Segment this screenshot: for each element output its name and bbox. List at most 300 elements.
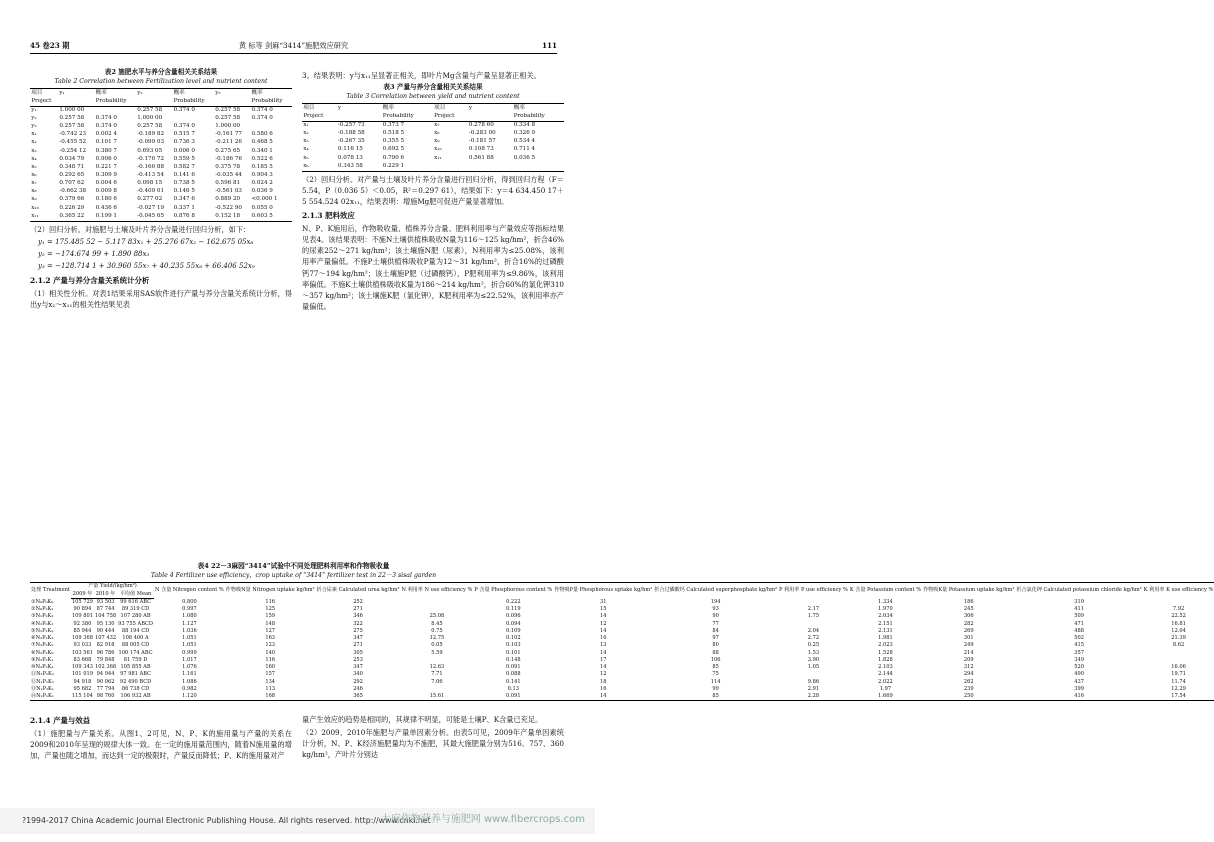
table4-cell: ⑬N₁P₂K₁: [31, 685, 54, 692]
table2-cell: 0.257 58: [137, 106, 163, 113]
yield-trend-paragraph: 量产生效应的趋势是相同的，其规律不明显，可能是土壤P、K含量已充足。: [302, 715, 543, 724]
t2-head: 概率: [172, 89, 214, 98]
table4-cell: 108 400 A: [122, 635, 149, 642]
table2-cell: 0.337 1: [173, 204, 195, 211]
table4-cell: 163: [265, 635, 276, 642]
table3-cell: 0.036 5: [513, 154, 536, 161]
table2-cell: 0.693 05: [137, 147, 163, 154]
table3-cell: x₉: [434, 138, 440, 145]
table4-cell: 2.91: [807, 685, 820, 692]
t2-head-en: [136, 97, 172, 106]
table2-cell: 0.374 0: [251, 106, 273, 113]
t2-head-en: [58, 97, 94, 106]
table4-cell: 246: [353, 685, 363, 692]
table2-cell: 0.180 6: [95, 196, 117, 203]
table-row: [302, 162, 564, 171]
table4-cell: ⑩N₂P₂K₃: [31, 664, 54, 671]
table4-cell: 0.096: [505, 613, 521, 620]
table2-cell: 0.348 71: [59, 163, 85, 170]
table4-cell: [778, 598, 849, 606]
t3-head-en: Probability: [382, 113, 433, 122]
table3-cell: x₂: [303, 130, 309, 137]
table4-cell: [401, 686, 474, 693]
table3-cell: [468, 162, 513, 171]
table2-cell: 0.374 0: [251, 114, 273, 121]
table4-cell: 306: [963, 613, 974, 620]
t2-head-en: Probability: [250, 97, 292, 106]
table2-cell: 0.006 0: [173, 147, 195, 154]
table4-cell: 0.102: [505, 635, 521, 642]
table3-cell: -0.181 57: [468, 138, 496, 145]
table4-cell: 17.54: [1143, 693, 1214, 701]
table4-cell: [401, 598, 474, 606]
table2-cell: y₃: [31, 123, 37, 130]
table2-cell: 0.375 78: [215, 163, 241, 170]
table2-cell: -0.170 72: [137, 155, 165, 162]
table2-cell: -0.522 90: [215, 204, 242, 211]
table-row: [30, 180, 292, 188]
table3-cell: x₆: [302, 162, 337, 171]
table4-cell: [778, 671, 849, 678]
table2-cell: 0.141 6: [173, 171, 195, 178]
table4-cell: 1.036: [182, 627, 197, 634]
table4-cell: 357: [1074, 649, 1084, 656]
table4-cell: 2.131: [878, 627, 893, 634]
table-row: [30, 671, 1214, 678]
table4-cell: 3.90: [807, 656, 820, 663]
table2-cell: 0.374 0: [95, 123, 117, 130]
t4-head: P 利用率 P use efficiency %: [778, 583, 849, 599]
fertilizer-effect-paragraph: N、P、K施用后，作物吸收量、植株养分含量、肥料利用率与产量效应等指标结果见表4。该结果表明：不施N土壤供植株吸收N量为116～125 kg/hm²，折合46%的尿素252～271 kg/hm²；该土壤施N肥（尿素），N利用率为≤25.08%，该利用率产量偏低。不施P土壤供植株吸收P量为12～31 kg/hm²，折合16%的过磷酸钙77～194 kg/hm²；该土壤施P肥（过磷酸钙），P肥利用率为≤9.86%，该利用率偏低。不施K土壤供植株吸收K量为186～214 kg/hm²，折合60%的氯化钾310～357 kg/hm²；该土壤施K肥（氯化钾），K肥利用率为≤22.52%，该利用率亦产量偏低。: [302, 223, 564, 312]
table-row: [30, 598, 1214, 606]
table2-cell: <0.000 1: [251, 196, 278, 203]
table4-cell: 82 918: [96, 642, 115, 649]
table4-cell: [401, 657, 474, 664]
table4-cell: 13: [600, 642, 607, 649]
table4-cell: 1.53: [807, 649, 820, 656]
table4-cell: 87 744: [96, 606, 115, 613]
table2-cell: 0.002 4: [95, 131, 117, 138]
table2-cell: 0.374 0: [173, 106, 195, 113]
regression-yield-paragraph: （2）回归分析。对产量与土壤及叶片养分含量进行回归分析，得到回归方程（F＝5.54，P（0.036 5）＜0.05，R²＝0.297 61），结果如下：y＝4 634.450 17＋5 554.524 02x₁₁，结果表明：增施Mg肥可促进产量显著增加。: [302, 174, 564, 206]
table4-cell: 1.669: [849, 693, 922, 701]
table4-cell: 1.120: [154, 693, 225, 701]
table4-cell: 14: [553, 693, 653, 701]
table-row: [30, 686, 1214, 693]
table2-cell: 0.257 58: [59, 114, 85, 121]
t3-head-en: Project: [302, 113, 337, 122]
table4-cell: 77 794: [96, 685, 115, 692]
table2-cell: y₁: [31, 106, 37, 113]
table4-cell: 186: [963, 598, 974, 605]
t3-head: 项目: [302, 104, 337, 113]
table4-cell: 0.222: [505, 598, 521, 605]
table2-cell: 0.257 58: [137, 123, 163, 130]
table4-cell: 16.81: [1171, 620, 1186, 627]
table4-cell: 83 668: [73, 656, 92, 663]
table4-cell: 0.101: [505, 649, 521, 656]
t3-head: 概率: [513, 104, 564, 113]
table4-cell: 0.119: [505, 606, 521, 613]
table-row: [30, 693, 1214, 701]
table4-cell: 310: [1074, 598, 1084, 605]
table2-cell: 0.221 7: [95, 163, 117, 170]
table4-cell: 1.05: [807, 664, 820, 671]
table4-cell: ⑨N₂P₂K₁: [31, 656, 54, 663]
table4-cell: 1.334: [878, 598, 893, 605]
table4-cell: 92 380: [73, 620, 92, 627]
table4-cell: [1143, 650, 1214, 657]
table3-cell: x₇: [434, 121, 440, 128]
table-row: [30, 628, 1214, 635]
table2-cell: 0.347 6: [173, 196, 195, 203]
table2-cell: 0.738 5: [173, 180, 195, 187]
table2-cell: [250, 123, 292, 131]
table4-cell: 8.62: [1172, 642, 1185, 649]
table-row: [30, 204, 292, 212]
table2-cell: -0.211 26: [215, 139, 242, 146]
table4-cell: 271: [353, 606, 363, 613]
table2-cell: -0.161 77: [215, 131, 242, 138]
table2-cell: 0.380 7: [95, 147, 117, 154]
table2-cell: y₂: [31, 114, 37, 121]
table4-cell: 253: [353, 656, 363, 663]
table-row: [30, 123, 292, 131]
table2-cell: 0.185 5: [251, 163, 273, 170]
table4-cell: 123: [265, 642, 276, 649]
equation-y2: y₂ = −174.674 99 + 1.890 88x₃: [38, 249, 150, 258]
table-row: [30, 621, 1214, 628]
table4-cell: 94 918: [73, 678, 92, 685]
table4-cell: 249: [963, 642, 974, 649]
table4-cell: 282: [963, 620, 974, 627]
table2-cell: 0.257 58: [215, 106, 241, 113]
table4-cell: 12.29: [1171, 685, 1186, 692]
table4-cell: 0.088: [505, 671, 521, 678]
table4-cell: ⑪N₃P₂K₂: [31, 671, 54, 678]
table4-cell: 22.52: [1171, 613, 1186, 620]
t2-head: y₂: [136, 89, 172, 98]
table4-cell: 97: [712, 635, 719, 642]
table4-cell: 399: [1074, 685, 1084, 692]
left-column: [30, 68, 292, 313]
table2-cell: 0.365 22: [58, 212, 94, 221]
table4-cell: 305: [353, 649, 363, 656]
table3-cell: 0.278 60: [468, 121, 494, 128]
journal-volume: 45 卷23 期: [30, 41, 70, 50]
table2-cell: 0.340 1: [251, 147, 273, 154]
table4-cell: 109 343: [71, 664, 93, 671]
table4-cell: 239: [963, 685, 974, 692]
table4-cell: 2.103: [878, 664, 893, 671]
table2-cell: [172, 115, 214, 123]
table4-cell: 14: [600, 649, 607, 656]
t2-head-en: Probability: [94, 97, 136, 106]
t3-head-en: [468, 113, 513, 122]
table4-cell: 0.13: [507, 685, 519, 692]
table4-cell: 347: [353, 635, 363, 642]
table4-cell: 159: [265, 613, 276, 620]
t4-head: 2009 年: [72, 590, 93, 597]
table-row: [30, 164, 292, 172]
table4-cell: 0.148: [505, 656, 521, 663]
table2-cell: -0.045 65: [136, 212, 172, 221]
table2-caption-en: Table 2 Correlation between Fertilization level and nutrient content: [54, 77, 268, 85]
table2-cell: 0.707 62: [59, 180, 85, 187]
page-number: 111: [541, 41, 557, 50]
table4-cell: ⑥N₂P₂K₂: [31, 635, 54, 642]
table-row: [30, 139, 292, 147]
table4-cell: 98 760: [94, 693, 117, 701]
table2-cell: 0.309 9: [95, 171, 117, 178]
table4-cell: 2.144: [878, 671, 893, 678]
table4-cell: 85: [712, 664, 719, 671]
table4-cell: 12: [600, 671, 607, 678]
table4-cell: 96 786: [96, 649, 115, 656]
table4-cell: 411: [1074, 606, 1084, 613]
table4-cell: 93: [712, 606, 719, 613]
correlation-paragraph: （1）相关性分析。对表1结果采用SAS软件进行产量与养分含量关系统计分析，得出y与x₁～x₁₁的相关性结果见表: [30, 289, 292, 310]
table-row: [30, 613, 1214, 620]
table2-cell: -0.662 38: [59, 188, 87, 195]
table4-cell: 93 503: [96, 598, 115, 605]
table4-cell: 1.051: [182, 635, 197, 642]
table4-cell: 245: [963, 606, 974, 613]
table2-cell: -0.561 03: [215, 188, 242, 195]
t4-head: 折合氯化钾 Calculated potassium chloride kg/hm²: [1015, 583, 1142, 599]
bottom-left-column: [30, 712, 292, 763]
table4-cell: 90 444: [96, 627, 115, 634]
table4-cell: 106 932 AB: [117, 693, 154, 701]
table3: [302, 103, 564, 171]
table4-cell: 0.997: [182, 606, 197, 613]
table4-cell: 250: [922, 693, 1015, 701]
table4-cell: 168: [225, 693, 316, 701]
table2-cell: 0.292 65: [59, 171, 85, 178]
table4-cell: 322: [353, 620, 363, 627]
section-2-1-2-heading: 2.1.2 产量与养分含量关系统计分析: [30, 276, 150, 286]
table4-cell: ⑤N₂P₁K₂: [31, 627, 54, 634]
table4-cell: 490: [1074, 671, 1084, 678]
table4-cell: 15.61: [401, 693, 474, 701]
table3-cell: 0.518 5: [382, 130, 405, 137]
table4-cell: 294: [963, 671, 974, 678]
t2-head: 项目: [30, 89, 58, 98]
table4-cell: 85: [653, 693, 778, 701]
table2-cell: 1.000 00: [215, 123, 241, 130]
table-row: [302, 121, 564, 130]
table4-cell: 88 194 CD: [121, 627, 150, 634]
table3-intro-paragraph: 3。结果表明：y与x₁₁呈显著正相关，即叶片Mg含量与产量呈显著正相关。: [302, 71, 541, 80]
bottom-right-column: [302, 712, 564, 763]
table-row: [302, 146, 564, 154]
table4-cell: 2.72: [807, 635, 820, 642]
table4-cell: 262: [963, 678, 974, 685]
table4-cell: 2.04: [807, 627, 820, 634]
copyright-notice: ?1994-2017 China Academic Journal Electronic Publishing House. All rights reserved. http://www.cnki.net: [22, 816, 431, 825]
table-row: [30, 147, 292, 155]
table4-cell: 11.74: [1171, 678, 1186, 685]
table2-cell: -0.160 88: [137, 163, 165, 170]
table4-cell: 7.71: [431, 671, 443, 678]
table4-cell: 488: [1074, 627, 1084, 634]
table3-cell: 0.711 4: [513, 146, 536, 153]
table-row: [30, 657, 1214, 664]
table4-cell: 80: [712, 642, 719, 649]
table3-cell: x₁₁: [434, 154, 442, 161]
table-row: [30, 664, 1214, 671]
table4-cell: 1.086: [182, 678, 197, 685]
section-2-1-4-heading: 2.1.4 产量与效益: [30, 716, 91, 725]
table3-cell: 0.561 88: [468, 154, 494, 161]
table4-cell: 88: [712, 649, 719, 656]
single-factor-paragraph: （2）2009、2010年施肥与产量单因素分析。由表5可见，2009年产量单因素统计分析，N、P、K经济施肥量均为不施肥，其最大施肥量分别为516、757、360 kg/hm²，产叶片分别达: [302, 728, 564, 760]
table4-cell: ②N₀P₂K₂: [31, 606, 54, 613]
table4-caption-en: Table 4 Fertilizer use efficiency，crop uptake of “3414” fertilizer test in 22－3 sisal garden: [150, 571, 437, 579]
table2-cell: 0.906 0: [95, 155, 117, 162]
table4-cell: 157: [265, 671, 276, 678]
table3-cell: -0.283 00: [468, 130, 496, 137]
table2-cell: -0.455 52: [59, 139, 87, 146]
table4-cell: 31: [600, 598, 607, 605]
table4-caption-cn: 表4 22－3麻园“3414”试验中不同处理肥料利用率和作物吸收量: [197, 562, 390, 570]
table4-cell: 1.127: [182, 620, 197, 627]
table3-cell: x₄: [303, 146, 309, 153]
table2-cell: 0.101 7: [95, 139, 117, 146]
table3-cell: -0.257 73: [337, 121, 365, 128]
table2-cell: 0.275 65: [215, 147, 241, 154]
table2-cell: 0.277 02: [137, 196, 163, 203]
table2-cell: x₉: [31, 196, 37, 203]
table4-cell: 94 944: [96, 671, 115, 678]
table-row: [302, 154, 564, 162]
table3-cell: 0.355 5: [382, 138, 405, 145]
table2-cell: 0.889 20: [215, 196, 241, 203]
table4-cell: 14: [600, 627, 607, 634]
table4-cell: 0.25: [807, 642, 820, 649]
t4-head: 处理 Treatment: [30, 583, 71, 599]
table4-cell: 1.528: [878, 649, 893, 656]
table-row: [30, 196, 292, 204]
table4-cell: 0.141: [505, 678, 521, 685]
table2-cell: 0.226 29: [59, 204, 85, 211]
table4-cell: 12.75: [429, 635, 445, 642]
table-row: [30, 155, 292, 163]
table4-cell: ⑭N₂P₁K₁: [30, 693, 71, 701]
table4-cell: 7.92: [1172, 606, 1185, 613]
equation-y1: y₁ = 175.485 52 − 5.117 83x₁ + 25.276 67x₂ − 162.675 05x₈: [38, 237, 254, 246]
table4-cell: 84: [712, 627, 719, 634]
table2-cell: x₇: [31, 180, 37, 187]
t3-head-en: Probability: [513, 113, 564, 122]
table4-cell: 14: [600, 664, 607, 671]
table2-cell: 0.559 5: [173, 155, 195, 162]
table3-cell: x₈: [434, 130, 440, 137]
table4-cell: 437: [1074, 678, 1084, 685]
table2-cell: 0.034 79: [59, 155, 85, 162]
table2-cell: 0.603 5: [250, 212, 292, 221]
table2-body: [30, 106, 292, 221]
table4-cell: 18: [600, 678, 607, 685]
table4-cell: [401, 606, 474, 613]
table2-cell: 0.257 58: [215, 114, 241, 121]
table3-cell: -0.267 35: [337, 138, 365, 145]
table4-cell: [1143, 598, 1214, 606]
table2-cell: -0.027 19: [137, 204, 165, 211]
table4-cell: 19.71: [1171, 671, 1186, 678]
table4-cell: 312: [963, 664, 974, 671]
table4-cell: 14: [600, 613, 607, 620]
table3-cell: x₃: [303, 138, 309, 145]
table4-cell: [778, 621, 849, 628]
table2-cell: -0.035 44: [215, 171, 242, 178]
table4-cell: 2.151: [878, 620, 893, 627]
table4-cell: 0.05: [431, 642, 443, 649]
table4-cell: 93 033: [73, 642, 92, 649]
t4-head: 作物吸K量 Potassium uptake kg/hm²: [922, 583, 1015, 599]
table2-cell: x₁₁: [30, 212, 58, 221]
table2: [30, 88, 292, 221]
table2-cell: -0.254 12: [59, 147, 87, 154]
t4-head: N 利用率 N use efficiency %: [401, 583, 474, 599]
table4-cell: 2.17: [807, 606, 820, 613]
table4-cell: 214: [963, 649, 974, 656]
table3-cell: 0.334 8: [513, 121, 536, 128]
table4-cell: 365: [316, 693, 401, 701]
table4-cell: 109 368: [71, 635, 93, 642]
table4-cell: 86 738 CD: [121, 685, 150, 692]
t4-head: 2010 年: [95, 590, 116, 597]
table2-cell: 1.000 00: [59, 106, 85, 113]
t4-head: 平均值 Mean: [117, 591, 154, 599]
table2-cell: 1.000 00: [137, 114, 163, 121]
t3-head: 项目: [433, 104, 468, 113]
table4-cell: 1.75: [807, 613, 820, 620]
section-2-1-3-heading: 2.1.3 肥料效应: [302, 211, 355, 220]
running-header: [30, 41, 557, 54]
table2-cell: 0.004 6: [95, 180, 117, 187]
table4-cell: 2.023: [878, 642, 893, 649]
table2-cell: 0.009 8: [95, 188, 117, 195]
table4-cell: 105 855 AB: [120, 664, 151, 671]
table4-cell: 15: [600, 606, 607, 613]
table4-cell: 21.39: [1171, 635, 1186, 642]
table4-cell: 0.094: [505, 620, 521, 627]
table2-caption-cn: 表2 施肥水平与养分含量相关关系结果: [104, 68, 218, 76]
table2-cell: [94, 106, 136, 115]
table4-cell: 97 981 ABC: [120, 671, 151, 678]
table3-cell: 0.343 58: [337, 162, 382, 171]
table3-cell: [513, 162, 564, 171]
table4-cell: 292: [353, 678, 363, 685]
table-row: [30, 115, 292, 123]
table3-cell: 0.534 4: [513, 138, 536, 145]
t4-head: P 含量 Phosphorous content %: [473, 583, 553, 599]
table4-cell: 5.59: [431, 649, 443, 656]
table4-cell: 92 490 BCD: [119, 678, 152, 685]
table4-cell: 0.091: [505, 664, 521, 671]
t2-head: y₃: [214, 89, 250, 98]
table4-cell: 2.28: [778, 693, 849, 701]
table3-cell: -0.188 58: [337, 130, 365, 137]
footer-bar: [0, 808, 595, 834]
table4-cell: 77: [712, 620, 719, 627]
table4-cell: 520: [1074, 664, 1084, 671]
table3-cell: 0.326 9: [513, 130, 536, 137]
t2-head-en: [214, 97, 250, 106]
table3-caption-en: Table 3 Correlation between yield and nutrient content: [346, 93, 520, 101]
table4-cell: 148: [265, 620, 276, 627]
